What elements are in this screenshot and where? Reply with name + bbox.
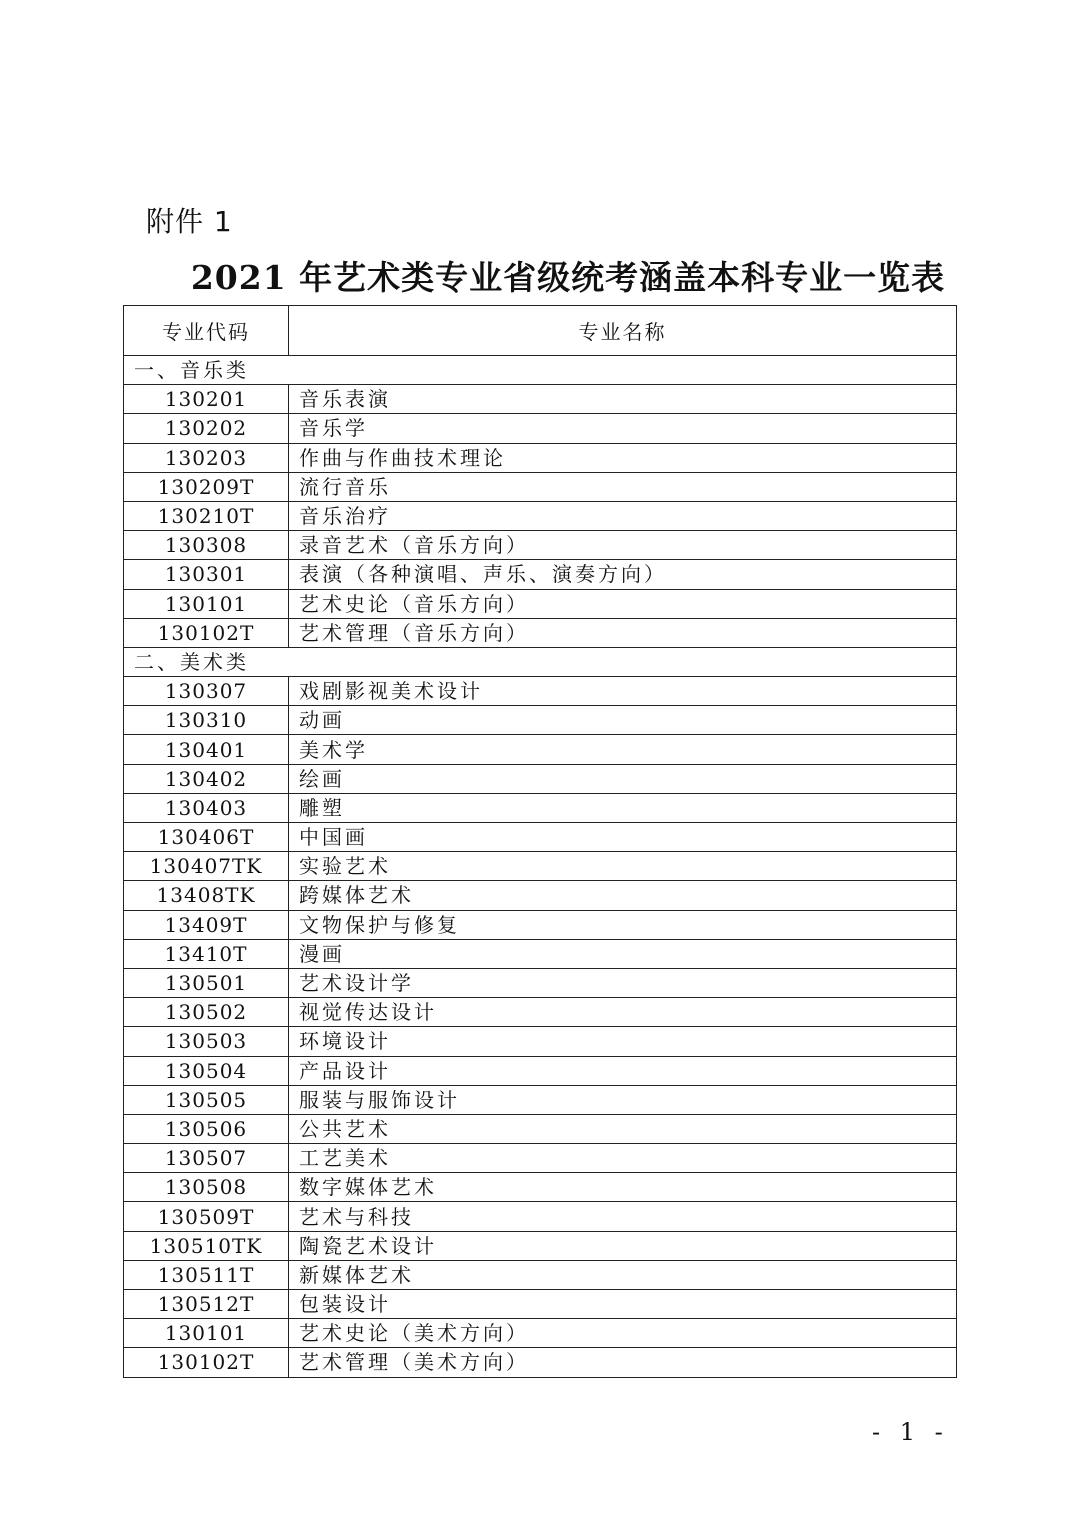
major-code: 130502: [124, 998, 289, 1027]
major-code: 130505: [124, 1085, 289, 1114]
table-row: [124, 1231, 957, 1260]
major-name: 作曲与作曲技术理论: [289, 443, 957, 472]
major-code: 130210T: [124, 501, 289, 530]
major-name: 视觉传达设计: [289, 998, 957, 1027]
major-code: 130202: [124, 414, 289, 443]
major-code: 130310: [124, 706, 289, 735]
major-name: 雕塑: [289, 793, 957, 822]
major-code: 130301: [124, 560, 289, 589]
major-name: 跨媒体艺术: [289, 881, 957, 910]
major-code: 130201: [124, 385, 289, 414]
table-row: [124, 793, 957, 822]
major-code: 130209T: [124, 472, 289, 501]
major-name: 公共艺术: [289, 1114, 957, 1143]
major-code: 13408TK: [124, 881, 289, 910]
table-row: [124, 1319, 957, 1348]
major-code: 130101: [124, 589, 289, 618]
major-name: 实验艺术: [289, 852, 957, 881]
major-name: 环境设计: [289, 1027, 957, 1056]
major-code: 13409T: [124, 910, 289, 939]
major-name: 艺术设计学: [289, 968, 957, 997]
major-name: 中国画: [289, 823, 957, 852]
major-code: 130507: [124, 1144, 289, 1173]
table-header-row: [124, 306, 957, 356]
table-row: [124, 501, 957, 530]
table-body: [124, 356, 957, 1378]
category-row: [124, 647, 957, 676]
major-code: 130407TK: [124, 852, 289, 881]
major-name: 流行音乐: [289, 472, 957, 501]
table-row: [124, 1348, 957, 1377]
major-code: 130503: [124, 1027, 289, 1056]
table-row: [124, 531, 957, 560]
table-row: [124, 939, 957, 968]
major-code: 130406T: [124, 823, 289, 852]
table-row: [124, 1202, 957, 1231]
table-row: [124, 706, 957, 735]
major-name: 产品设计: [289, 1056, 957, 1085]
table-row: [124, 1260, 957, 1289]
header-name: 专业名称: [289, 306, 957, 356]
table-row: [124, 560, 957, 589]
table-row: [124, 968, 957, 997]
major-code: 130102T: [124, 1348, 289, 1377]
table-row: [124, 1290, 957, 1319]
major-name: 数字媒体艺术: [289, 1173, 957, 1202]
table-row: [124, 589, 957, 618]
table-row: [124, 910, 957, 939]
major-code: 130510TK: [124, 1231, 289, 1260]
table-row: [124, 677, 957, 706]
attachment-label: 附件 1: [146, 205, 233, 238]
major-code: 13410T: [124, 939, 289, 968]
majors-table: [123, 305, 957, 1378]
table-row: [124, 1114, 957, 1143]
major-name: 表演（各种演唱、声乐、演奏方向）: [289, 560, 957, 589]
category-label: 二、美术类: [124, 647, 957, 676]
major-name: 服装与服饰设计: [289, 1085, 957, 1114]
major-name: 动画: [289, 706, 957, 735]
major-code: 130101: [124, 1319, 289, 1348]
major-name: 戏剧影视美术设计: [289, 677, 957, 706]
major-name: 艺术史论（音乐方向）: [289, 589, 957, 618]
major-name: 美术学: [289, 735, 957, 764]
major-code: 130508: [124, 1173, 289, 1202]
major-code: 130512T: [124, 1290, 289, 1319]
major-code: 130307: [124, 677, 289, 706]
major-name: 音乐表演: [289, 385, 957, 414]
major-code: 130511T: [124, 1260, 289, 1289]
major-name: 文物保护与修复: [289, 910, 957, 939]
page-number: - 1 -: [872, 1418, 949, 1446]
category-row: [124, 356, 957, 385]
document-title: 2021 年艺术类专业省级统考涵盖本科专业一览表: [190, 258, 946, 297]
table-row: [124, 735, 957, 764]
major-name: 包装设计: [289, 1290, 957, 1319]
table-row: [124, 1173, 957, 1202]
header-code: 专业代码: [124, 306, 289, 356]
major-name: 漫画: [289, 939, 957, 968]
major-code: 130504: [124, 1056, 289, 1085]
table-row: [124, 1027, 957, 1056]
major-name: 新媒体艺术: [289, 1260, 957, 1289]
table-row: [124, 472, 957, 501]
major-code: 130501: [124, 968, 289, 997]
major-code: 130506: [124, 1114, 289, 1143]
table-row: [124, 1144, 957, 1173]
major-name: 艺术与科技: [289, 1202, 957, 1231]
major-code: 130509T: [124, 1202, 289, 1231]
major-name: 艺术管理（美术方向）: [289, 1348, 957, 1377]
major-name: 艺术史论（美术方向）: [289, 1319, 957, 1348]
table-row: [124, 443, 957, 472]
major-code: 130403: [124, 793, 289, 822]
table-row: [124, 1085, 957, 1114]
major-code: 130308: [124, 531, 289, 560]
major-name: 艺术管理（音乐方向）: [289, 618, 957, 647]
table-row: [124, 998, 957, 1027]
major-name: 音乐治疗: [289, 501, 957, 530]
major-name: 音乐学: [289, 414, 957, 443]
major-code: 130102T: [124, 618, 289, 647]
table-row: [124, 1056, 957, 1085]
major-code: 130402: [124, 764, 289, 793]
table-row: [124, 881, 957, 910]
table-row: [124, 823, 957, 852]
major-name: 陶瓷艺术设计: [289, 1231, 957, 1260]
table-row: [124, 764, 957, 793]
table-row: [124, 385, 957, 414]
table-row: [124, 852, 957, 881]
major-code: 130401: [124, 735, 289, 764]
table-row: [124, 414, 957, 443]
major-name: 绘画: [289, 764, 957, 793]
category-label: 一、音乐类: [124, 356, 957, 385]
major-code: 130203: [124, 443, 289, 472]
table-row: [124, 618, 957, 647]
major-name: 录音艺术（音乐方向）: [289, 531, 957, 560]
major-name: 工艺美术: [289, 1144, 957, 1173]
